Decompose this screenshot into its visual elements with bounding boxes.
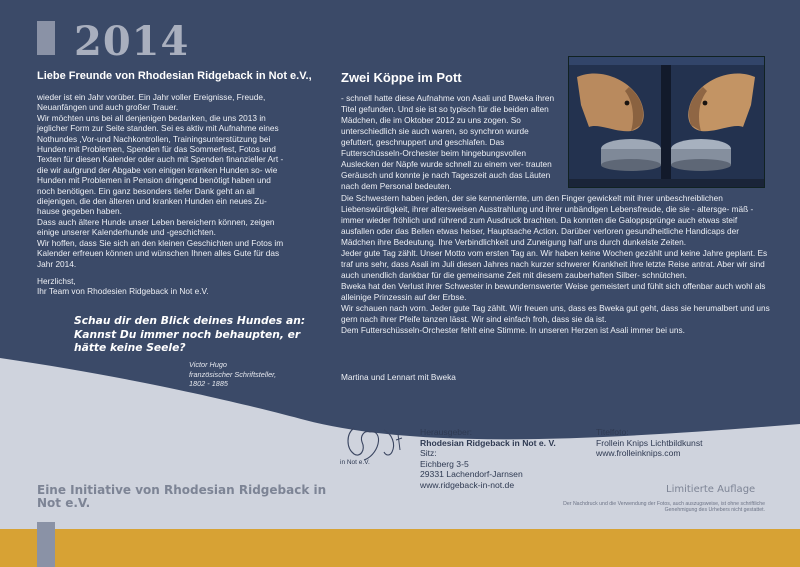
logo-text: in Not e.V. [340, 459, 370, 466]
letter-paragraph: wieder ist ein Jahr vorüber. Ein Jahr voller Ereignisse, Freude, Neuanfängen und auch großer Trauer. [37, 92, 266, 113]
quote-text: Schau dir den Blick deines Hundes an: Kannst Du immer noch behaupten, er hätte keine Seele? [74, 314, 306, 355]
title-photo-web-link[interactable]: www.frolleinknips.com [596, 448, 681, 459]
limited-edition-label: Limitierte Auflage [666, 484, 756, 495]
letter-heading: Liebe Freunde von Rhodesian Ridgeback in Not e.V., [37, 70, 312, 82]
article-intro: - schnell hatte diese Aufnahme von Asali und Bweka ihren Titel gefunden. Und sie ist so typisch für die beiden alten Mädchen, die im Oktober 2012 zu uns zogen. So unterschiedlich sie auch waren, so synchron wurde gefuttert, geschnuppert und geschlafen. Das Futterschüsseln-Orchester beim hingebungsvollen Auslecken der Näpfe wurde schnell zu einem ver- trauten Geräusch und konnte je nach Tageszeit auch das Läuten nach dem Personal bedeuten. [341, 93, 555, 191]
publisher-name: Rhodesian Ridgeback in Not e. V. [420, 437, 556, 448]
dogs-at-bowls-image [569, 57, 764, 187]
publisher-city: 29331 Lachendorf-Jarnsen [420, 469, 523, 480]
article-paragraph: Die Schwestern haben jeden, der sie kennenlernte, um den Finger gewickelt mit ihrer unbeschreiblichen Liebenswürdigkeit, ihrer altersweisen Ausstrahlung und ihrer unbändigen Lebensfreude, die sie - altersge- mäß - immer wieder fröhlich und rührend zum Ausdruck brachten. Da konnten die Galoppsprünge auch etwas steif ausfallen oder das Bellen etwas heiser, Hauptsache Action. Darüber verloren gesundheitliche Handicaps der Mädchen ihre Bedeutung. Ihre Verbindlichkeit und Zuneigung half uns durch dunkelste Zeiten. [341, 193, 754, 247]
letter-greeting [37, 276, 277, 297]
article-paragraph: Bweka hat den Verlust ihrer Schwester in bewundernswerter Weise gemeistert und fühlt sich offenbar auch wohl als alleinige Prinzessin auf der Erbse. [341, 281, 766, 302]
initiative-text: Eine Initiative von Rhodesian Ridgeback in Not e.V. [37, 483, 327, 510]
quote-role: französischer Schriftsteller, [189, 369, 277, 379]
publisher-web-link[interactable]: www.ridgeback-in-not.de [420, 479, 515, 490]
publisher-label: Herausgeber: [420, 427, 473, 437]
letter-paragraph: Dass auch ältere Hunde unser Leben bereichern können, zeigen einige unserer Kalenderhunde und -geschichten. [37, 216, 275, 238]
greeting-line: Herzlichst, [37, 276, 76, 286]
accent-bar-top [37, 21, 55, 55]
article-paragraph: Wir schauen nach vorn. Jeder gute Tag zählt. Wir freuen uns, dass es Bweka gut geht, dass sie herumalbert und uns gern nach ihrer Pfeife tanzen lässt. Wir sind einfach froh, dass sie da ist. [341, 303, 770, 324]
letter-body [37, 92, 289, 269]
article-body [341, 193, 771, 336]
title-photo-label: Titelfoto: [596, 427, 629, 437]
quote-years: 1802 - 1885 [189, 379, 228, 388]
article-paragraph: Dem Futterschüsseln-Orchester fehlt eine Stimme. In unseren Herzen ist Asali immer bei uns. [341, 325, 685, 335]
letter-paragraph: Wir hoffen, dass Sie sich an den kleinen Geschichten und Fotos im Kalender erfreuen können und wünschen Ihnen alles Gute für das Jahr 2014. [37, 237, 284, 269]
publisher-street: Eichberg 3-5 [420, 458, 469, 469]
title-photo-info [596, 427, 786, 459]
publisher-seat-label: Sitz: [420, 448, 437, 459]
team-line: Ihr Team von Rhodesien Ridgeback in Not e.V. [37, 286, 209, 297]
quote-attribution [189, 360, 309, 389]
quote-author: Victor Hugo [189, 360, 227, 369]
publisher-info [420, 427, 610, 491]
dogs-photo [568, 56, 765, 188]
letter-paragraph: Wir möchten uns bei all denjenigen bedanken, die uns 2013 in jeglicher Form zur Seite standen. Sei es aktiv mit Aufnahme eines Nothundes ,Vor-und Nachkontrollen, Trainingsunterstützung bei Hunden mit Problemen, Spenden für das Sommerfest, Fotos und Texten für diesen Kalender oder auch mit Spenden finanzieller Art - die wir aufgrund der Abgabe von einigen kranken Hunden so- wie Hunden mit Problemen in Pension dringend benötigt haben und noch benötigen. Ein ganz besonders tiefer Dank geht an all diejenigen, die den älteren und kranken Hunden ein neues Zu- hause gegeben haben. [37, 112, 284, 217]
year-title: 2014 [74, 18, 190, 65]
copyright-notice: Der Nachdruck und die Verwendung der Fotos, auch auszugsweise, ist ohne schriftliche Genehmigung des Urhebers nicht gestattet. [563, 501, 765, 514]
article-paragraph: Jeder gute Tag zählt. Unser Motto vom ersten Tag an. Wir haben keine Wochen gezählt und keine Jahre geplant. Es traf uns sehr, dass Asali im Juli diesen Jahres nach kurzer schwerer Krankheit ihre letzte Reise antrat. Aber wir sind auch unendlich dankbar für die gemeinsame Zeit mit diesem zauberhaften Silber- schnütchen. [341, 248, 768, 280]
bottom-band [0, 529, 800, 567]
title-photo-name: Frollein Knips Lichtbildkunst [596, 437, 703, 448]
article-signature: Martina und Lennart mit Bweka [341, 372, 456, 382]
article-title: Zwei Köppe im Pott [341, 70, 462, 85]
accent-bar-bottom [37, 522, 55, 567]
